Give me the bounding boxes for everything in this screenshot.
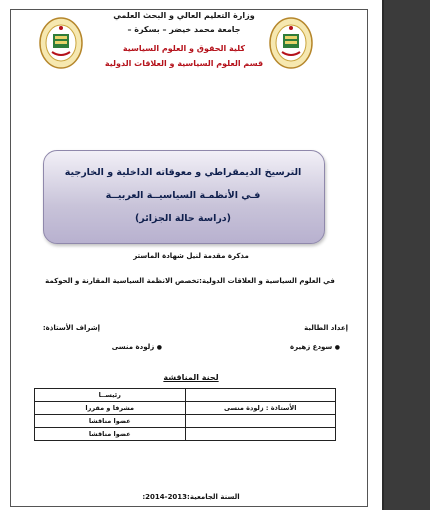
member-role-cell: رئيســا [35,389,186,402]
student-label: إعداد الطالبة [304,324,348,332]
faculty-name: كلية الحقوق و العلوم السياسية [122,44,246,53]
member-name-cell [185,389,336,402]
supervisor-label: إشراف الأستاذة: [42,324,100,332]
department-name: قسم العلوم السياسية و العلاقات الدولية [104,59,264,68]
table-row [35,389,336,402]
member-name-cell [185,415,336,428]
memo-purpose: مذكرة مقدمة لنيل شهادة الماستر [133,252,249,260]
member-role-cell: مشرفا و مقررا [35,402,186,415]
student-name: ● سودع زهيرة [290,343,340,351]
thesis-subtitle: (دراسة حالة الجزائر) [134,213,232,224]
table-row [35,402,336,415]
member-role-cell: عضوا مناقشا [35,415,186,428]
committee-table [34,388,336,441]
thesis-title-line-2: فـي الأنظمـة السياسيــة العربيــة [105,190,261,201]
ministry-name: وزارة التعليم العالي و البحث العلمي [113,11,255,20]
committee-heading: لجنة المناقشة [163,373,219,382]
memo-specialization: في العلوم السياسية و العلاقات الدولية:تخصص الانظمة السياسية المقارنة و الحوكمة [45,277,335,285]
university-name: جامعة محمد خيضر – بسكرة – [127,25,241,34]
member-name-cell [185,428,336,441]
member-role-cell: عضوا مناقشا [35,428,186,441]
page-edge-divider [382,0,384,510]
supervisor-name: ● زلودة منسى [111,343,162,351]
academic-year: السنة الجامعية:2013-2014: [142,493,240,501]
member-name-cell: الأستاذة : زلودة منسى [185,402,336,415]
viewer-background [382,0,430,510]
thesis-title-line-1: الترسيخ الديمقراطي و معوقاته الداخلية و الخارجية [64,167,302,178]
table-row [35,415,336,428]
table-row [35,428,336,441]
